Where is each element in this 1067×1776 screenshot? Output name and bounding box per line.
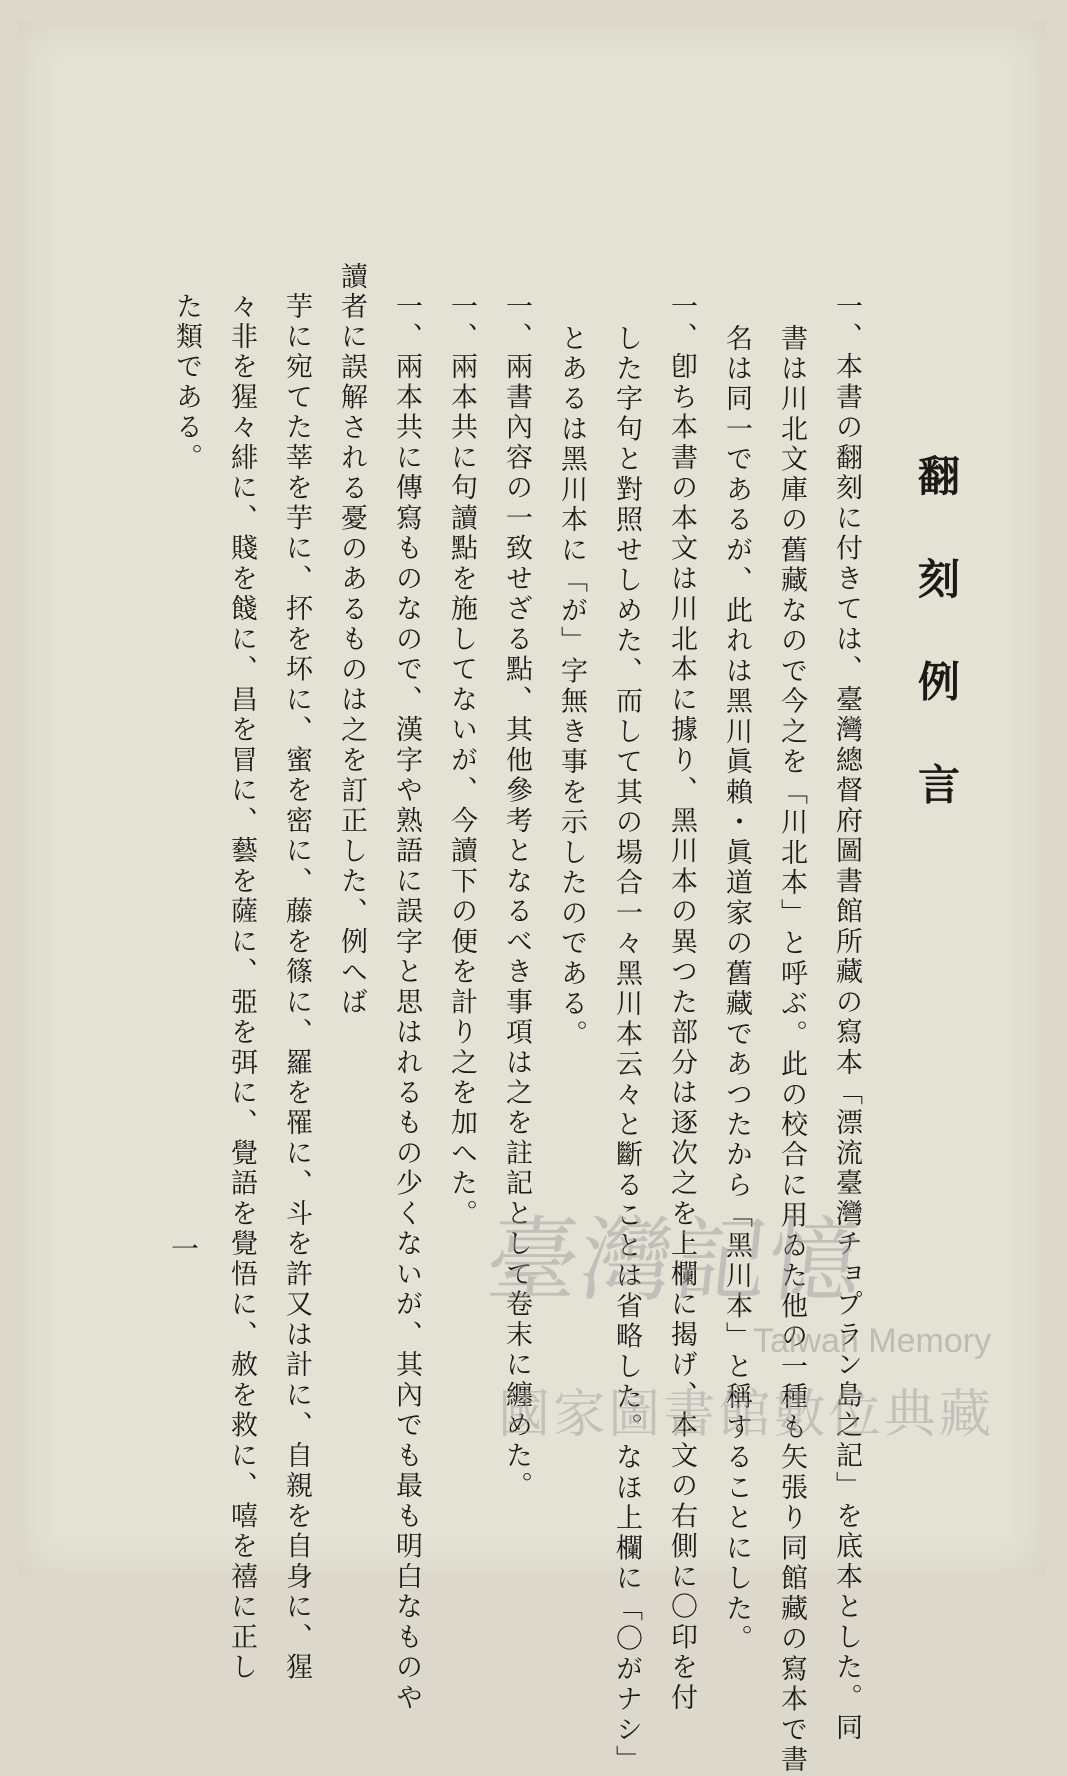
text-column: とあるは黑川本に「が」字無き事を示したのである。 xyxy=(556,324,587,1050)
text-column: 名は同一であるが、此れは黑川眞賴・眞道家の舊藏であつたから「黑川本」と稱することにした。 xyxy=(721,324,752,1655)
text-column: 讀者に誤解される憂のあるものは之を訂正した、例へば xyxy=(336,262,367,1018)
text-column: 一、卽ち本書の本文は川北本に據り、黑川本の異つた部分は逐次之を上欄に揭げ、本文の右側に〇印を付 xyxy=(666,292,697,1714)
text-column: 書は川北文庫の舊藏なので今之を「川北本」と呼ぶ。此の校合に用ゐた他の一種も矢張り同館藏の寫本で書 xyxy=(776,324,807,1776)
text-column: 芋に宛てた莘を芋に、抔を坏に、蜜を密に、藤を篠に、羅を罹に、斗を許又は計に、自親を自身に、猩 xyxy=(281,292,312,1684)
text-column: 一、兩本共に句讀點を施してないが、今讀下の便を計り之を加へた。 xyxy=(446,292,477,1230)
text-column: 一、本書の翻刻に付きては、臺灣總督府圖書館所藏の寫本「漂流臺灣チョプラン島之記」を底本とした。同 xyxy=(831,292,862,1744)
page-title: 翻 刻 例 言 xyxy=(912,454,961,828)
text-column: 一、兩書內容の一致せざる點、其他參考となるべき事項は之を註記として卷末に纏めた。 xyxy=(501,292,532,1502)
text-column: した字句と對照せしめた、而して其の場合一々黑川本云々と斷ることは省略した。なほ上欄に「〇がナシ」 xyxy=(611,324,642,1776)
text-column: 々非を猩々緋に、賤を餞に、昌を冒に、藝を薩に、弫を弭に、覺語を覺悟に、赦を救に、嘻を禧に正し xyxy=(226,292,257,1684)
book-page xyxy=(18,22,1046,1776)
text-column: 一、兩本共に傳寫ものなので、漢字や熟語に誤字と思はれるもの少くないが、其內でも最も明白なものや xyxy=(391,292,422,1714)
text-column: た類である。 xyxy=(171,292,202,474)
watermark-library-name: 國家圖書館數位典藏 xyxy=(498,1385,995,1445)
watermark-logo: 臺灣記憶 xyxy=(481,1207,869,1314)
page-number: 一 xyxy=(167,1234,200,1262)
watermark-english: Taiwan Memory xyxy=(753,1322,992,1360)
